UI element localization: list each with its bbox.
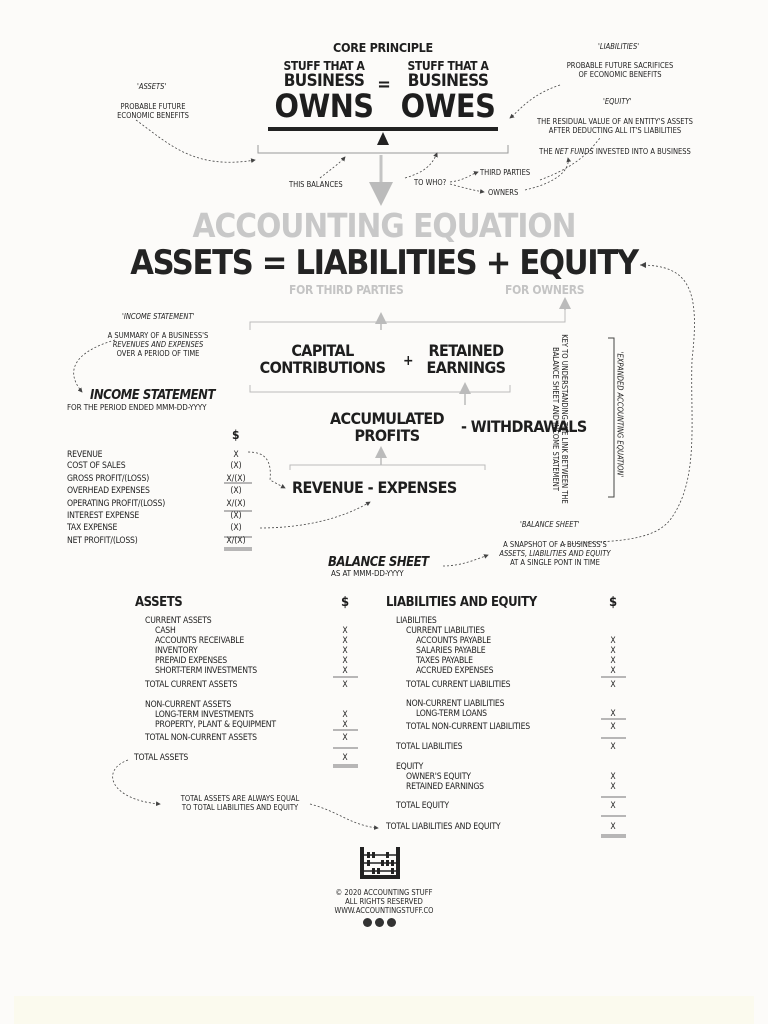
retained-line1: RETAINED xyxy=(428,341,504,360)
capital-plus: + xyxy=(403,353,414,369)
withdrawals-label: - WITHDRAWALS xyxy=(461,417,587,436)
income-def-line1: A SUMMARY OF A BUSINESS'S xyxy=(107,331,209,340)
retained-line2: EARNINGS xyxy=(426,358,506,377)
liability-row-label: TOTAL LIABILITIES xyxy=(396,742,463,752)
youtube-icon[interactable] xyxy=(363,918,372,927)
income-def-line2: REVENUES AND EXPENSES xyxy=(112,340,204,349)
income-row-value: X/(X) xyxy=(226,474,246,484)
core-principle-title: CORE PRINCIPLE xyxy=(333,40,433,55)
liability-row-value: X xyxy=(610,801,616,811)
balance-sheet-subtitle: AS AT MMM-DD-YYYY xyxy=(331,569,404,578)
liability-row-label: OWNER'S EQUITY xyxy=(406,772,471,782)
asset-row-label: TOTAL NON-CURRENT ASSETS xyxy=(145,733,257,743)
income-currency: $ xyxy=(232,428,240,442)
abacus-icon xyxy=(359,846,401,880)
accounting-equation-formula: ASSETS = LIABILITIES + EQUITY xyxy=(130,243,638,283)
income-row-value: (X) xyxy=(230,486,242,496)
income-row-value: X/(X) xyxy=(226,499,246,509)
income-row-value: X/(X) xyxy=(226,536,246,546)
core-right-line1: STUFF THAT A xyxy=(407,59,489,73)
income-row-label: INTEREST EXPENSE xyxy=(67,511,140,521)
liability-row-value: X xyxy=(610,822,616,832)
assets-def-text xyxy=(100,102,206,120)
liability-row-value: X xyxy=(610,722,616,732)
income-row-value: (X) xyxy=(230,461,242,471)
this-balances-label: THIS BALANCES xyxy=(289,180,343,189)
liability-row-value: X xyxy=(610,666,616,676)
for-owners-label: FOR OWNERS xyxy=(505,283,585,297)
equity-def-line3-a: THE xyxy=(539,147,555,156)
liability-row-label: RETAINED EARNINGS xyxy=(406,782,484,792)
asset-row-label: TOTAL CURRENT ASSETS xyxy=(145,680,238,690)
income-row-label: REVENUE xyxy=(67,450,103,460)
asset-row-label: CASH xyxy=(155,626,176,636)
income-row-value: (X) xyxy=(230,523,242,533)
footer-website[interactable]: WWW.ACCOUNTINGSTUFF.CO xyxy=(334,906,434,915)
liability-row-value: X xyxy=(610,709,616,719)
equity-def-line3-b: NET FUNDS xyxy=(554,147,594,156)
equity-def-title: 'EQUITY' xyxy=(603,97,632,106)
income-row-label: OVERHEAD EXPENSES xyxy=(67,486,150,496)
core-bracket xyxy=(258,145,508,153)
balance-bar xyxy=(268,127,498,131)
liabilities-def-text xyxy=(540,61,700,79)
liabilities-def-line1: PROBABLE FUTURE SACRIFICES xyxy=(566,61,674,70)
liability-row-value: X xyxy=(610,656,616,666)
liability-row-label: CURRENT LIABILITIES xyxy=(406,626,485,636)
key-link-text xyxy=(551,309,569,529)
assets-def-title: 'ASSETS' xyxy=(137,82,167,91)
core-right-block xyxy=(390,59,506,125)
asset-row-value: X xyxy=(342,646,348,656)
income-row-label: OPERATING PROFIT/(LOSS) xyxy=(67,499,166,509)
liability-row-label: EQUITY xyxy=(396,762,424,772)
asset-row-value: X xyxy=(342,733,348,743)
asset-row-label: LONG-TERM INVESTMENTS xyxy=(155,710,254,720)
assets-def-line1: PROBABLE FUTURE xyxy=(120,102,186,111)
owners-label: OWNERS xyxy=(488,188,519,197)
income-row-value: X xyxy=(233,450,239,460)
footer-copyright: © 2020 ACCOUNTING STUFF xyxy=(335,888,433,897)
equity-def-line3 xyxy=(520,147,710,156)
income-row-label: GROSS PROFIT/(LOSS) xyxy=(67,474,150,484)
asset-row-value: X xyxy=(342,666,348,676)
liability-row-label: NON-CURRENT LIABILITIES xyxy=(406,699,505,709)
core-left-line3: OWNS xyxy=(274,87,374,125)
asset-row-label: SHORT-TERM INVESTMENTS xyxy=(155,666,258,676)
income-row-label: NET PROFIT/(LOSS) xyxy=(67,536,138,546)
le-currency: $ xyxy=(609,595,618,610)
assets-currency: $ xyxy=(341,595,350,610)
asset-row-label: ACCOUNTS RECEIVABLE xyxy=(155,636,245,646)
accounting-equation-heading: ACCOUNTING EQUATION xyxy=(192,206,576,245)
equity-def-line3-c: INVESTED INTO A BUSINESS xyxy=(593,147,691,156)
revenue-expenses: REVENUE - EXPENSES xyxy=(292,478,457,497)
core-equals: = xyxy=(377,74,391,95)
asset-row-value: X xyxy=(342,680,348,690)
asset-row-label: TOTAL ASSETS xyxy=(134,753,189,763)
assets-heading: ASSETS xyxy=(135,595,183,610)
balance-def-line2: ASSETS, LIABILITIES AND EQUITY xyxy=(499,549,611,558)
totals-note-line2: TO TOTAL LIABILITIES AND EQUITY xyxy=(181,803,299,812)
asset-row-label: CURRENT ASSETS xyxy=(145,616,212,626)
liability-row-label: TOTAL LIABILITIES AND EQUITY xyxy=(386,822,501,832)
liabilities-def-line2: OF ECONOMIC BENEFITS xyxy=(578,70,662,79)
income-statement-title: INCOME STATEMENT xyxy=(90,388,215,403)
asset-row-value: X xyxy=(342,753,348,763)
asset-row-value: X xyxy=(342,626,348,636)
retained-earnings xyxy=(416,342,516,376)
asset-row-value: X xyxy=(342,710,348,720)
fulcrum-icon xyxy=(377,132,389,145)
core-left-block xyxy=(266,59,382,125)
accumulated-profits xyxy=(312,410,462,444)
income-row-label: TAX EXPENSE xyxy=(67,523,118,533)
capital-contributions xyxy=(245,342,400,376)
liability-row-label: TAXES PAYABLE xyxy=(416,656,473,666)
liability-row-value: X xyxy=(610,782,616,792)
key-line1: KEY TO UNDERSTANDING THE LINK BETWEEN THE xyxy=(560,334,569,504)
key-line2: BALANCE SHEET AND INCOME STATEMENT xyxy=(551,347,560,491)
liability-row-value: X xyxy=(610,772,616,782)
footer-rights: ALL RIGHTS RESERVED xyxy=(345,897,423,906)
liabilities-def-title: 'LIABILITIES' xyxy=(598,42,640,51)
accum-line1: ACCUMULATED xyxy=(329,409,445,428)
asset-row-label: PREPAID EXPENSES xyxy=(155,656,228,666)
liability-row-value: X xyxy=(610,646,616,656)
liability-row-label: LIABILITIES xyxy=(396,616,437,626)
liability-row-label: TOTAL CURRENT LIABILITIES xyxy=(406,680,511,690)
equity-def-line1: THE RESIDUAL VALUE OF AN ENTITY'S ASSETS xyxy=(537,117,693,126)
equity-def-line2: AFTER DEDUCTING ALL IT'S LIABILITIES xyxy=(548,126,682,135)
liability-row-label: LONG-TERM LOANS xyxy=(416,709,487,719)
core-right-line2: BUSINESS xyxy=(407,71,489,91)
for-third-parties-label: FOR THIRD PARTIES xyxy=(289,283,404,297)
expanded-equation-label: 'EXPANDED ACCOUNTING EQUATION' xyxy=(615,351,625,478)
liability-row-label: ACCRUED EXPENSES xyxy=(416,666,494,676)
balance-def-line1: A SNAPSHOT OF A BUSINESS'S xyxy=(503,540,607,549)
accum-line2: PROFITS xyxy=(354,426,420,445)
income-def-title: 'INCOME STATEMENT' xyxy=(122,312,195,321)
income-row-value: (X) xyxy=(230,511,242,521)
asset-row-value: X xyxy=(342,636,348,646)
income-statement-subtitle: FOR THE PERIOD ENDED MMM-DD-YYYY xyxy=(67,403,207,412)
income-def-text xyxy=(90,331,226,358)
asset-row-value: X xyxy=(342,720,348,730)
liability-row-label: ACCOUNTS PAYABLE xyxy=(416,636,491,646)
social-icons xyxy=(363,918,405,928)
capital-line1: CAPITAL xyxy=(291,341,354,360)
asset-row-label: PROPERTY, PLANT & EQUIPMENT xyxy=(155,720,276,730)
capital-line2: CONTRIBUTIONS xyxy=(259,358,386,377)
income-def-line3: OVER A PERIOD OF TIME xyxy=(116,349,200,358)
footer-text xyxy=(300,888,468,915)
to-who-label: TO WHO? xyxy=(414,178,447,187)
liability-row-value: X xyxy=(610,636,616,646)
asset-row-label: INVENTORY xyxy=(155,646,198,656)
asset-row-label: NON-CURRENT ASSETS xyxy=(145,700,232,710)
third-parties-label: THIRD PARTIES xyxy=(480,168,531,177)
liability-row-label: TOTAL EQUITY xyxy=(396,801,449,811)
core-right-line3: OWES xyxy=(400,87,496,125)
liability-row-value: X xyxy=(610,742,616,752)
asset-row-value: X xyxy=(342,656,348,666)
linkedin-icon[interactable] xyxy=(387,918,396,927)
instagram-icon[interactable] xyxy=(375,918,384,927)
income-row-label: COST OF SALES xyxy=(67,461,126,471)
le-heading: LIABILITIES AND EQUITY xyxy=(386,595,537,610)
equity-def-text xyxy=(520,117,710,156)
balance-def-text xyxy=(480,540,630,567)
balance-def-line3: AT A SINGLE PONT IN TIME xyxy=(510,558,600,567)
core-left-line1: STUFF THAT A xyxy=(283,59,365,73)
totals-note-line1: TOTAL ASSETS ARE ALWAYS EQUAL xyxy=(180,794,300,803)
core-left-line2: BUSINESS xyxy=(283,71,365,91)
liability-row-label: TOTAL NON-CURRENT LIABILITIES xyxy=(406,722,531,732)
totals-note xyxy=(150,794,330,812)
liability-row-value: X xyxy=(610,680,616,690)
balance-def-title: 'BALANCE SHEET' xyxy=(520,520,580,529)
assets-def-line2: ECONOMIC BENEFITS xyxy=(117,111,189,120)
balance-sheet-title: BALANCE SHEET xyxy=(328,555,429,570)
liability-row-label: SALARIES PAYABLE xyxy=(416,646,486,656)
bottom-strip xyxy=(14,996,754,1024)
